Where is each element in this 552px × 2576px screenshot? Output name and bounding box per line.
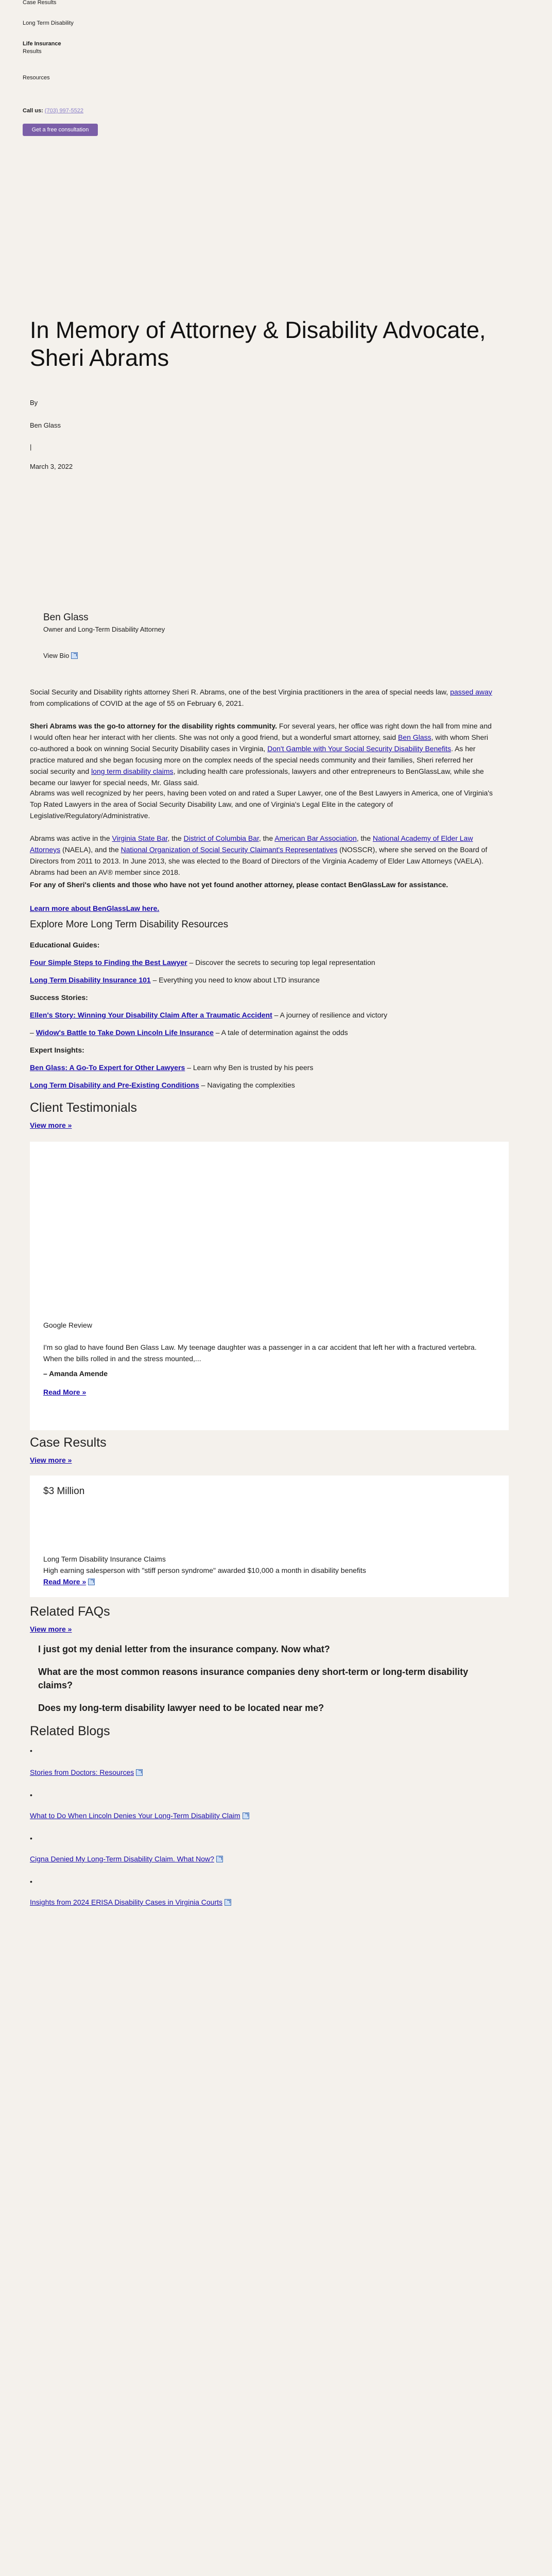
article-paragraph-3 bbox=[30, 787, 493, 821]
free-consultation-button[interactable]: Get a free consultation bbox=[23, 124, 98, 136]
success-item-1 bbox=[30, 1011, 387, 1019]
case-amount: $3 Million bbox=[43, 1486, 85, 1497]
case-results-heading: Case Results bbox=[30, 1435, 107, 1450]
vsb-link[interactable]: Virginia State Bar bbox=[112, 834, 168, 842]
p4-text-c: , the bbox=[258, 834, 273, 842]
passed-away-link[interactable]: passed away bbox=[450, 688, 492, 696]
nosscr-link[interactable]: National Organization of Social Security Claimant's Representatives bbox=[120, 845, 338, 854]
view-bio-link[interactable]: View Bio bbox=[43, 652, 70, 659]
case-read-more-link[interactable]: Read More » bbox=[43, 1578, 87, 1586]
nav-item-resources[interactable]: Resources bbox=[23, 75, 50, 81]
expert-link-1[interactable]: Ben Glass: A Go-To Expert for Other Lawyers bbox=[30, 1063, 185, 1072]
book-link[interactable]: Don't Gamble with Your Social Security Disability Benefits bbox=[267, 744, 451, 753]
external-link-icon bbox=[243, 1812, 249, 1819]
case-read-more bbox=[43, 1578, 95, 1586]
blogs-heading: Related Blogs bbox=[30, 1724, 110, 1738]
p4-text-e: (NAELA), and the bbox=[60, 845, 119, 854]
p2-text-c: . As her practice matured and she began focusing more on the complex needs of the special needs community and their families, Sheri referred her social security and bbox=[30, 744, 476, 775]
blog-link-2[interactable]: What to Do When Lincoln Denies Your Long-Term Disability Claim bbox=[30, 1811, 240, 1820]
blog-link-3[interactable]: Cigna Denied My Long-Term Disability Claim. What Now? bbox=[30, 1855, 214, 1863]
explore-heading: Explore More Long Term Disability Resources bbox=[30, 919, 229, 930]
testimonials-heading: Client Testimonials bbox=[30, 1100, 137, 1115]
author-name: Ben Glass bbox=[43, 612, 89, 623]
p2-text-d: , including health care professionals, lawyers and other entrepreneurs to BenGlassLaw, while she became our lawyer for special needs, Mr. Glass said. bbox=[30, 767, 484, 787]
blog-item-2 bbox=[30, 1811, 249, 1820]
byline-separator: | bbox=[30, 443, 32, 451]
p2-text-b: , with whom Sheri co-authored a book on winning Social Security Disability cases in Virginia, bbox=[30, 733, 488, 753]
external-link-icon bbox=[225, 1899, 231, 1906]
educational-guides-label: Educational Guides: bbox=[30, 941, 100, 949]
edu-item-2 bbox=[30, 976, 320, 984]
p1-text-b: from complications of COVID at the age of 55 on February 6, 2021. bbox=[30, 699, 244, 707]
page-title: In Memory of Attorney & Disability Advocate, Sheri Abrams bbox=[30, 317, 486, 371]
call-label: Call us: bbox=[23, 108, 43, 114]
success-stories-label: Success Stories: bbox=[30, 993, 88, 1002]
p5-text: For any of Sheri's clients and those who have not yet found another attorney, please contact BenGlassLaw for assistance. bbox=[30, 880, 449, 889]
p4-text-d: , the bbox=[356, 834, 371, 842]
blog-link-4[interactable]: Insights from 2024 ERISA Disability Cases in Virginia Courts bbox=[30, 1898, 223, 1906]
article-paragraph-2 bbox=[30, 720, 493, 788]
review-read-more-link[interactable]: Read More » bbox=[43, 1388, 87, 1396]
success-text-2: – A tale of determination against the odds bbox=[213, 1028, 348, 1037]
expert-link-2[interactable]: Long Term Disability and Pre-Existing Conditions bbox=[30, 1081, 199, 1089]
article-paragraph-5 bbox=[30, 879, 493, 890]
byline-author: Ben Glass bbox=[30, 421, 61, 429]
testimonial-card bbox=[30, 1142, 509, 1430]
edu-text-1: – Discover the secrets to securing top legal representation bbox=[187, 958, 375, 967]
nav-item-long-term-disability[interactable]: Long Term Disability bbox=[23, 20, 74, 26]
edu-item-1 bbox=[30, 958, 375, 967]
dc-bar-link[interactable]: District of Columbia Bar bbox=[183, 834, 259, 842]
expert-text-2: – Navigating the complexities bbox=[199, 1081, 295, 1089]
article-paragraph-1 bbox=[30, 686, 493, 709]
blog-bullet-2: • bbox=[30, 1791, 32, 1799]
expert-item-1 bbox=[30, 1063, 313, 1072]
bullet-dash: – bbox=[30, 1028, 36, 1037]
ben-glass-link[interactable]: Ben Glass bbox=[398, 733, 432, 741]
publish-date: March 3, 2022 bbox=[30, 463, 73, 470]
expert-item-2 bbox=[30, 1081, 295, 1089]
author-role: Owner and Long-Term Disability Attorney bbox=[43, 625, 165, 633]
faq-item-2[interactable]: What are the most common reasons insurance companies deny short-term or long-term disability claims? bbox=[38, 1667, 469, 1690]
nav-item-life-insurance[interactable]: Life Insurance bbox=[23, 41, 61, 47]
review-author: – Amanda Amende bbox=[43, 1369, 108, 1378]
article-paragraph-6 bbox=[30, 903, 493, 914]
review-quote: I'm so glad to have found Ben Glass Law. My teenage daughter was a passenger in a car accident that left her with a fractured vertebra. When the bills rolled in and the stress mounted,... bbox=[43, 1343, 477, 1363]
faq-item-1[interactable]: I just got my denial letter from the insurance company. Now what? bbox=[38, 1644, 330, 1654]
article-paragraph-4 bbox=[30, 833, 493, 878]
blog-bullet-4: • bbox=[30, 1877, 32, 1886]
edu-text-2: – Everything you need to know about LTD insurance bbox=[150, 976, 320, 984]
blog-link-1[interactable]: Stories from Doctors: Resources bbox=[30, 1768, 134, 1776]
external-link-icon bbox=[88, 1579, 95, 1585]
edu-link-1[interactable]: Four Simple Steps to Finding the Best Lawyer bbox=[30, 958, 187, 967]
blog-bullet-3: • bbox=[30, 1834, 32, 1842]
expert-text-1: – Learn why Ben is trusted by his peers bbox=[185, 1063, 314, 1072]
blog-item-4 bbox=[30, 1898, 231, 1906]
blog-bullet-1: • bbox=[30, 1747, 32, 1755]
p1-text-a: Social Security and Disability rights attorney Sheri R. Abrams, one of the best Virginia practitioners in the area of special needs law, bbox=[30, 688, 449, 696]
faqs-view-more[interactable]: View more » bbox=[30, 1625, 72, 1633]
external-link-icon bbox=[216, 1856, 223, 1862]
expert-insights-label: Expert Insights: bbox=[30, 1046, 84, 1054]
p4-text-f: (NOSSCR), where she served on the Board of Directors from 2011 to 2013. In June 2013, she was elected to the Board of Directors of the Virginia Academy of Elder Law Attorneys (VAELA). Abrams had been an AV® member since 2018. bbox=[30, 845, 488, 876]
p2-lead: Sheri Abrams was the go-to attorney for the disability rights community. bbox=[30, 722, 277, 730]
author-box bbox=[43, 612, 249, 659]
external-link-icon bbox=[136, 1769, 143, 1776]
aba-link[interactable]: American Bar Association bbox=[274, 834, 357, 842]
nav-item-case-results[interactable]: Case Results bbox=[23, 0, 57, 6]
faq-item-3[interactable]: Does my long-term disability lawyer need to be located near me? bbox=[38, 1703, 324, 1713]
ltd-claims-link[interactable]: long term disability claims bbox=[91, 767, 174, 775]
success-text-1: – A journey of resilience and victory bbox=[272, 1011, 388, 1019]
p3-text: Abrams was well recognized by her peers, having been voted on and rated a Super Lawyer, one of the Best Lawyers in America, one of Virginia's Top Rated Lawyers in the area of Social Security Disability Law, and one of Virginia's Legal Elite in the category of Legislative/Regulatory/Administrative. bbox=[30, 789, 493, 820]
nav-item-results[interactable]: Results bbox=[23, 48, 42, 55]
learn-more-link[interactable]: Learn more about BenGlassLaw here. bbox=[30, 904, 160, 912]
p4-text-a: Abrams was active in the bbox=[30, 834, 110, 842]
external-link-icon bbox=[71, 652, 78, 659]
faqs-heading: Related FAQs bbox=[30, 1604, 110, 1619]
case-results-view-more[interactable]: View more » bbox=[30, 1456, 72, 1464]
view-bio bbox=[43, 652, 249, 659]
blog-item-1 bbox=[30, 1768, 143, 1776]
review-source: Google Review bbox=[43, 1321, 92, 1329]
success-link-1[interactable]: Ellen's Story: Winning Your Disability Claim After a Traumatic Accident bbox=[30, 1011, 272, 1019]
testimonials-view-more[interactable]: View more » bbox=[30, 1121, 72, 1129]
phone-link[interactable]: (703) 997-5522 bbox=[44, 108, 84, 114]
success-link-2[interactable]: Widow's Battle to Take Down Lincoln Life Insurance bbox=[36, 1028, 214, 1037]
byline-label: By bbox=[30, 399, 38, 406]
success-item-2 bbox=[30, 1028, 348, 1037]
p4-text-b: , the bbox=[167, 834, 182, 842]
edu-link-2[interactable]: Long Term Disability Insurance 101 bbox=[30, 976, 151, 984]
call-us bbox=[23, 108, 83, 114]
case-result-card bbox=[30, 1476, 509, 1597]
p2-text-a: For several years, her office was right down the hall from mine and I would often hear her interact with her clients. She was not only a good friend, but a wonderful smart attorney, said bbox=[30, 722, 492, 741]
case-title: Long Term Disability Insurance Claims bbox=[43, 1555, 166, 1563]
case-desc: High earning salesperson with "stiff person syndrome" awarded $10,000 a month in disability benefits bbox=[43, 1566, 366, 1574]
blog-item-3 bbox=[30, 1855, 223, 1863]
review-read-more bbox=[43, 1388, 86, 1396]
naela-link[interactable]: National Academy of Elder Law Attorneys bbox=[30, 834, 473, 854]
